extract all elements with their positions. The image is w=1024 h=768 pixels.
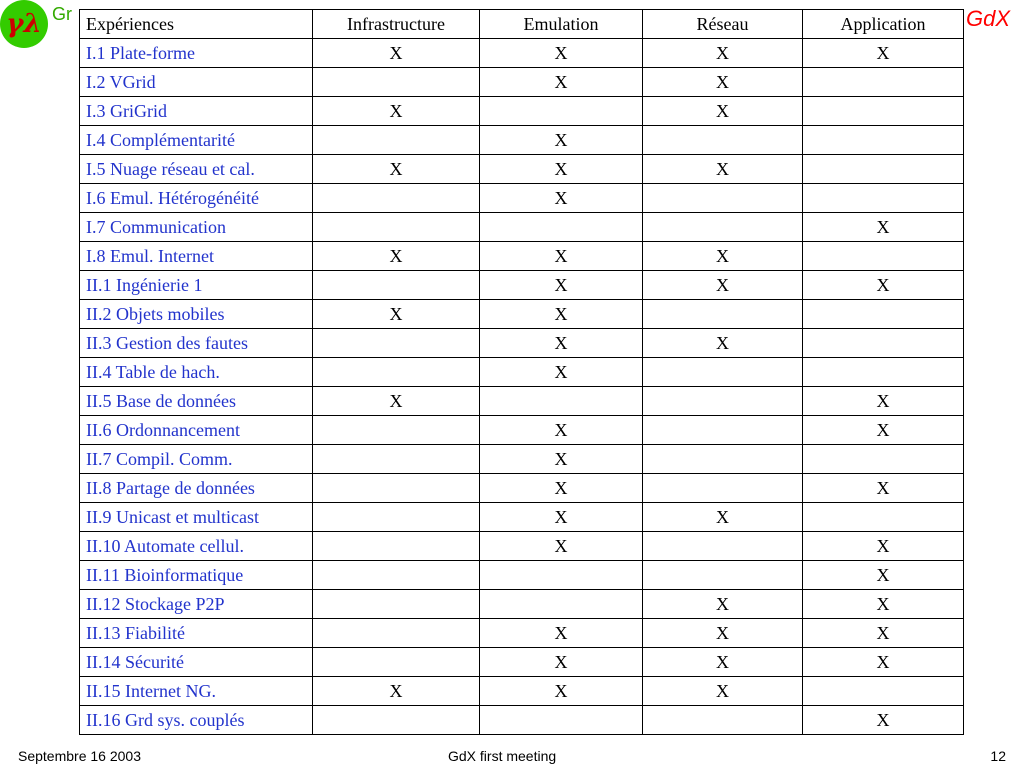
- table-row: [80, 474, 964, 503]
- logo-text: Gr: [52, 4, 72, 24]
- table-cell-application: [803, 184, 964, 213]
- experiment-name: II.5 Base de données: [80, 387, 313, 416]
- column-header: Application: [803, 10, 964, 39]
- table-row: [80, 242, 964, 271]
- experiment-name: II.3 Gestion des fautes: [80, 329, 313, 358]
- table-row: [80, 213, 964, 242]
- experiment-name: I.1 Plate-forme: [80, 39, 313, 68]
- table-row: [80, 184, 964, 213]
- slide-footer: [0, 746, 1024, 764]
- table-cell-emulation: X: [480, 68, 643, 97]
- table-cell-emulation: X: [480, 677, 643, 706]
- table-cell-application: [803, 445, 964, 474]
- experiment-name: I.5 Nuage réseau et cal.: [80, 155, 313, 184]
- table-cell-reseau: X: [643, 677, 803, 706]
- experiments-table: [79, 9, 964, 735]
- column-header: Emulation: [480, 10, 643, 39]
- table-cell-infrastructure: [313, 68, 480, 97]
- experiment-name: II.10 Automate cellul.: [80, 532, 313, 561]
- table-row: [80, 619, 964, 648]
- table-cell-emulation: X: [480, 39, 643, 68]
- table-cell-reseau: X: [643, 68, 803, 97]
- table-cell-emulation: X: [480, 155, 643, 184]
- table-row: [80, 532, 964, 561]
- table-cell-application: X: [803, 706, 964, 735]
- table-row: [80, 271, 964, 300]
- table-row: [80, 155, 964, 184]
- footer-meeting: GdX first meeting: [448, 748, 557, 764]
- table-cell-emulation: [480, 97, 643, 126]
- table-cell-application: X: [803, 213, 964, 242]
- table-cell-infrastructure: [313, 213, 480, 242]
- table-cell-application: [803, 358, 964, 387]
- table-cell-emulation: X: [480, 474, 643, 503]
- table-row: [80, 445, 964, 474]
- experiment-name: I.3 GriGrid: [80, 97, 313, 126]
- table-row: [80, 126, 964, 155]
- experiment-name: II.6 Ordonnancement: [80, 416, 313, 445]
- table-cell-emulation: X: [480, 619, 643, 648]
- table-cell-reseau: X: [643, 503, 803, 532]
- column-header: Infrastructure: [313, 10, 480, 39]
- experiment-name: II.1 Ingénierie 1: [80, 271, 313, 300]
- table-cell-infrastructure: X: [313, 387, 480, 416]
- experiment-name: II.9 Unicast et multicast: [80, 503, 313, 532]
- table-cell-reseau: X: [643, 97, 803, 126]
- experiment-name: II.14 Sécurité: [80, 648, 313, 677]
- experiment-name: I.7 Communication: [80, 213, 313, 242]
- table-cell-emulation: X: [480, 271, 643, 300]
- table-cell-infrastructure: X: [313, 155, 480, 184]
- table-cell-emulation: X: [480, 300, 643, 329]
- experiment-name: I.8 Emul. Internet: [80, 242, 313, 271]
- table-cell-application: X: [803, 474, 964, 503]
- table-cell-emulation: [480, 213, 643, 242]
- table-cell-reseau: X: [643, 242, 803, 271]
- table-cell-infrastructure: [313, 590, 480, 619]
- table-cell-infrastructure: X: [313, 242, 480, 271]
- table-row: [80, 561, 964, 590]
- table-cell-application: [803, 300, 964, 329]
- table-cell-reseau: X: [643, 619, 803, 648]
- table-cell-application: [803, 503, 964, 532]
- table-cell-emulation: X: [480, 184, 643, 213]
- table-cell-emulation: X: [480, 532, 643, 561]
- table-cell-reseau: [643, 358, 803, 387]
- table-cell-emulation: X: [480, 445, 643, 474]
- table-cell-reseau: [643, 300, 803, 329]
- table-cell-emulation: X: [480, 329, 643, 358]
- table-cell-emulation: [480, 561, 643, 590]
- table-row: [80, 329, 964, 358]
- gdx-brand: GdX: [965, 6, 1010, 31]
- footer-date: Septembre 16 2003: [18, 748, 141, 764]
- table-row: [80, 503, 964, 532]
- table-cell-emulation: [480, 590, 643, 619]
- table-cell-infrastructure: [313, 619, 480, 648]
- table-cell-reseau: X: [643, 648, 803, 677]
- table-row: [80, 39, 964, 68]
- table-cell-reseau: [643, 561, 803, 590]
- table-row: [80, 590, 964, 619]
- table-cell-infrastructure: [313, 474, 480, 503]
- table-cell-infrastructure: [313, 184, 480, 213]
- experiment-name: II.16 Grd sys. couplés: [80, 706, 313, 735]
- table-cell-application: X: [803, 590, 964, 619]
- table-cell-application: [803, 329, 964, 358]
- table-cell-application: X: [803, 561, 964, 590]
- table-cell-application: X: [803, 39, 964, 68]
- experiment-name: II.2 Objets mobiles: [80, 300, 313, 329]
- gamma-lambda-logo: [0, 0, 48, 48]
- table-cell-emulation: X: [480, 416, 643, 445]
- table-cell-application: X: [803, 648, 964, 677]
- table-cell-reseau: [643, 532, 803, 561]
- table-cell-application: [803, 97, 964, 126]
- experiment-name: II.13 Fiabilité: [80, 619, 313, 648]
- table-cell-infrastructure: X: [313, 300, 480, 329]
- table-cell-application: [803, 68, 964, 97]
- table-cell-reseau: X: [643, 271, 803, 300]
- table-cell-emulation: [480, 387, 643, 416]
- column-header: Expériences: [80, 10, 313, 39]
- table-cell-infrastructure: [313, 706, 480, 735]
- table-cell-reseau: [643, 474, 803, 503]
- table-cell-infrastructure: [313, 358, 480, 387]
- table-cell-reseau: [643, 213, 803, 242]
- table-cell-reseau: [643, 387, 803, 416]
- table-cell-emulation: X: [480, 503, 643, 532]
- experiment-name: II.12 Stockage P2P: [80, 590, 313, 619]
- table-cell-application: X: [803, 416, 964, 445]
- table-cell-infrastructure: X: [313, 677, 480, 706]
- experiment-name: II.4 Table de hach.: [80, 358, 313, 387]
- table-cell-reseau: X: [643, 329, 803, 358]
- experiment-name: I.6 Emul. Hétérogénéité: [80, 184, 313, 213]
- table-row: [80, 677, 964, 706]
- table-cell-infrastructure: [313, 271, 480, 300]
- table-row: [80, 416, 964, 445]
- table-cell-application: X: [803, 532, 964, 561]
- experiment-name: I.2 VGrid: [80, 68, 313, 97]
- table-cell-application: X: [803, 387, 964, 416]
- table-cell-infrastructure: [313, 561, 480, 590]
- footer-page-number: 12: [990, 748, 1006, 764]
- experiment-name: II.7 Compil. Comm.: [80, 445, 313, 474]
- table-cell-infrastructure: [313, 532, 480, 561]
- table-cell-emulation: X: [480, 242, 643, 271]
- table-cell-infrastructure: [313, 445, 480, 474]
- experiment-name: I.4 Complémentarité: [80, 126, 313, 155]
- table-row: [80, 387, 964, 416]
- table-row: [80, 300, 964, 329]
- table-cell-application: [803, 155, 964, 184]
- table-cell-infrastructure: [313, 648, 480, 677]
- table-cell-reseau: X: [643, 39, 803, 68]
- table-cell-application: [803, 677, 964, 706]
- table-cell-infrastructure: X: [313, 97, 480, 126]
- table-cell-emulation: [480, 706, 643, 735]
- table-header-row: [80, 10, 964, 39]
- logo-symbol: γλ: [6, 9, 42, 39]
- table-cell-application: [803, 126, 964, 155]
- table-cell-infrastructure: [313, 126, 480, 155]
- table-row: [80, 648, 964, 677]
- table-cell-emulation: X: [480, 358, 643, 387]
- table-cell-infrastructure: [313, 503, 480, 532]
- table-cell-infrastructure: [313, 416, 480, 445]
- table-cell-reseau: [643, 445, 803, 474]
- experiment-name: II.8 Partage de données: [80, 474, 313, 503]
- table-body: [80, 39, 964, 735]
- experiment-name: II.15 Internet NG.: [80, 677, 313, 706]
- table-cell-reseau: X: [643, 155, 803, 184]
- experiment-name: II.11 Bioinformatique: [80, 561, 313, 590]
- table-cell-application: X: [803, 619, 964, 648]
- table-row: [80, 358, 964, 387]
- table-cell-reseau: [643, 126, 803, 155]
- column-header: Réseau: [643, 10, 803, 39]
- table-cell-reseau: [643, 184, 803, 213]
- table-cell-reseau: [643, 706, 803, 735]
- table-row: [80, 706, 964, 735]
- table-cell-infrastructure: X: [313, 39, 480, 68]
- table-cell-application: [803, 242, 964, 271]
- table-row: [80, 68, 964, 97]
- table-cell-reseau: [643, 416, 803, 445]
- table-cell-infrastructure: [313, 329, 480, 358]
- table-row: [80, 97, 964, 126]
- table-cell-application: X: [803, 271, 964, 300]
- table-cell-emulation: X: [480, 648, 643, 677]
- table-cell-reseau: X: [643, 590, 803, 619]
- table-cell-emulation: X: [480, 126, 643, 155]
